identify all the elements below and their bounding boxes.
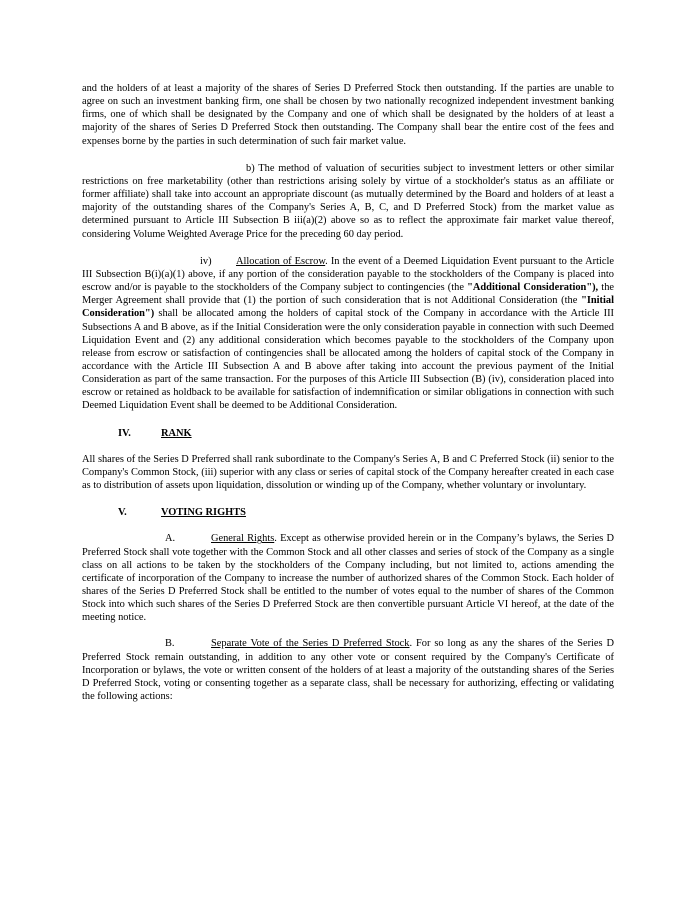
clause-number-iv: iv) (200, 255, 212, 267)
clause-text: the Merger Agreement shall provide that (1) the portion of such consideration that is not Additional Consideration (the (82, 282, 614, 307)
paragraph-separate-vote (82, 637, 614, 703)
paragraph-valuation-method: b) The method of valuation of securities subject to investment letters or other similar restrictions on free marketability (other than restrictions arising solely by virtue of a stockholder's status as an affiliate or former affiliate) shall take into account an appropriate discount (as mutually determined by the Board and holders of at least a majority of the outstanding shares of the Company's Series A, B, C, and D Preferred Stock) from the market value as determined pursuant to Article III Subsection B iii(a)(2) above so as to reflect the approximate fair market value thereof, considering Volume Weighted Average Price for the preceding 60 day period. (82, 162, 614, 240)
defined-term-additional-consideration: "Additional Consideration"), (467, 282, 599, 294)
clause-number-b: B. (165, 638, 175, 650)
clause-text: shall be allocated among the holders of capital stock of the Company in accordance with the Article III Subsections A and B above, as if the Initial Consideration were the only consideration payable in connection with such Deemed Liquidation Event and (2) any additional consideration which becomes payable to the stockholders of the Company upon release from escrow or satisfaction of contingencies shall be allocated among the holders of capital stock of the Company in accordance with the Article III Subsection A and B above after taking into account the previous payment of the Initial Consideration as part of the same transaction. For the purposes of this Article III Subsection (B) (iv), consideration placed into escrow or retained as holdback to be available for satisfaction of indemnification or similar obligations in connection with such Deemed Liquidation Event shall be deemed to be Additional Consideration. (82, 308, 614, 412)
section-title: RANK (161, 427, 192, 439)
section-title: VOTING RIGHTS (161, 507, 246, 519)
section-heading-rank (82, 427, 614, 440)
paragraph-general-rights (82, 532, 614, 624)
clause-text: . In the event of a Deemed Liquidation Event pursuant to the Article III Subsection B(i)(a)(1) above, if any portion of the consideration payable to the stockholders of the Company is placed into escrow and/or is payable to the stockholders of the Company subject to contingencies (the (82, 255, 615, 294)
section-number: V. (118, 507, 127, 519)
clause-title-allocation-of-escrow: Allocation of Escrow (236, 255, 326, 267)
defined-term-initial-consideration: "Initial Consideration") (82, 295, 614, 320)
section-number: IV. (118, 427, 131, 439)
clause-number-a: A. (165, 533, 176, 545)
section-heading-voting-rights (82, 506, 614, 519)
clause-title-general-rights: General Rights (211, 533, 275, 545)
paragraph-allocation-of-escrow (82, 255, 614, 413)
clause-text: . For so long as any the shares of the Series D Preferred Stock remain outstanding, in addition to any other vote or consent required by the Company's Certificate of Incorporation or bylaws, the vote or written consent of the holders of at least a majority of the outstanding shares of the Series D Preferred Stock, voting or consenting together as a separate class, shall be necessary for authorizing, effecting or validating the following actions: (82, 638, 615, 703)
clause-title-separate-vote: Separate Vote of the Series D Preferred Stock (211, 638, 410, 650)
paragraph-fair-market-value: and the holders of at least a majority of the shares of Series D Preferred Stock then outstanding. If the parties are unable to agree on such an investment banking firm, one shall be chosen by two nationally recognized independent investment banking firms, one of which shall be designated by the Company and one of which shall be designated by the holders of at least a majority of the shares of Series D Preferred Stock then outstanding. The Company shall bear the entire cost of the fees and expenses borne by the parties in such determination of such fair market value. (82, 83, 614, 147)
clause-text: . Except as otherwise provided herein or in the Company’s bylaws, the Series D Preferred Stock shall vote together with the Common Stock and all other classes and series of stock of the Company as a single class on all actions to be taken by the stockholders of the Company including, but not limited to, actions amending the certificate of incorporation of the Company to increase the number of authorized shares of the Common Stock. Each holder of shares of the Series D Preferred Stock shall be entitled to the number of votes equal to the number of shares of the Common Stock into which such shares of the Series D Preferred Stock are then convertible pursuant Article VI hereof, at the date of the meeting notice. (82, 533, 614, 624)
paragraph-rank: All shares of the Series D Preferred shall rank subordinate to the Company's Series A, B and C Preferred Stock (ii) senior to the Company's Common Stock, (iii) superior with any class or series of capital stock of the Company hereafter created in each case as to distribution of assets upon liquidation, dissolution or winding up of the Company, whether voluntary or involuntary. (82, 453, 614, 492)
